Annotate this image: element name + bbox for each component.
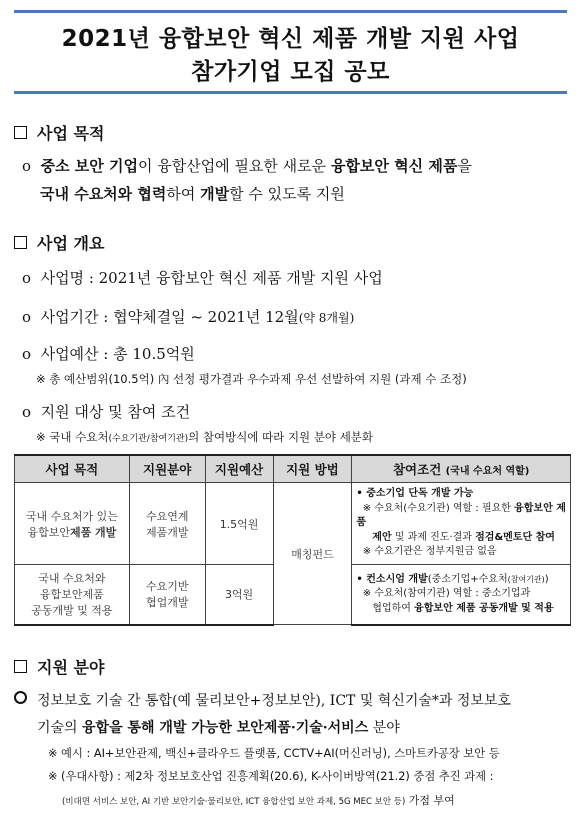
page-title: 2021년 융합보안 혁신 제품 개발 지원 사업 <box>61 26 520 52</box>
table-cell-budget: 1.5억원 <box>205 483 273 565</box>
page-subtitle: 참가기업 모집 공모 <box>191 59 390 85</box>
table-header: 사업 목적 <box>15 455 130 483</box>
table-header: 지원예산 <box>205 455 273 483</box>
table-cell-field: 수요기반 협업개발 <box>129 565 205 625</box>
bullet-o-icon: o <box>22 345 32 363</box>
field-line-2: 기술의 융합을 통해 개발 가능한 보안제품·기술·서비스 분야 <box>37 720 400 736</box>
budget-note: ※ 총 예산범위(10.5억) 內 선정 평가결과 우수과제 우선 선발하여 지원 (과제 수 조정) <box>36 372 467 386</box>
support-table <box>14 454 571 626</box>
overview-budget: o 사업예산 : 총 10.5억원 <box>22 345 195 363</box>
table-header: 지원 방법 <box>273 455 352 483</box>
bullet-o-icon: o <box>22 157 32 175</box>
field-line-1: 정보보호 기술 간 통합(예 물리보안+정보보안), ICT 및 혁신기술*과 정보보호 <box>14 690 511 710</box>
table-cell-field: 수요연계 제품개발 <box>129 483 205 565</box>
checkbox-square-icon <box>14 126 27 139</box>
table-cell-method: 매칭펀드 <box>273 483 352 625</box>
table-cell-condition: • 중소기업 단독 개발 가능 ※ 수요처(수요기관) 역할 : 필요한 융합보안 제품 제안 및 과제 진도·결과 점검&멘토단 참여 ※ 수요기관은 정부지원금 없음 <box>352 483 571 565</box>
bullet-o-icon: o <box>22 269 32 287</box>
purpose-line-2: 국내 수요처와 협력하여 개발할 수 있도록 지원 <box>40 185 345 203</box>
field-note-example: ※ 예시 : AI+보안관제, 백신+클라우드 플랫폼, CCTV+AI(머신러닝), 스마트카공장 보안 등 <box>48 747 500 760</box>
bullet-circle-icon <box>14 691 27 704</box>
table-header-row <box>15 455 571 483</box>
table-cell-purpose: 국내 수요처가 있는 융합보안제품 개발 <box>15 483 130 565</box>
table-cell-purpose: 국내 수요처와 융합보안제품 공동개발 및 적용 <box>15 565 130 625</box>
section-field-heading: 지원 분야 <box>14 655 104 678</box>
bullet-o-icon: o <box>22 403 32 421</box>
field-note-detail: (비대면 서비스 보안, AI 기반 보안기술·물리보안, ICT 융합산업 보안 과제, 5G MEC 보안 등) 가점 부여 <box>62 794 455 807</box>
overview-target: o 지원 대상 및 참여 조건 <box>22 403 191 421</box>
section-overview-heading: 사업 개요 <box>14 231 104 254</box>
table-row <box>15 483 571 565</box>
checkbox-square-icon <box>14 236 27 249</box>
table-cell-budget: 3억원 <box>205 565 273 625</box>
checkbox-square-icon <box>14 660 27 673</box>
overview-period: o 사업기간 : 협약체결일 ~ 2021년 12월(약 8개월) <box>22 308 355 326</box>
field-note-preference: ※ (우대사항) : 제2차 정보보호산업 진흥계획(20.6), K-사이버방역(21.2) 중점 추진 과제 : <box>48 770 494 783</box>
target-note: ※ 국내 수요처(수요기관/참여기관)의 참여방식에 따라 지원 분야 세분화 <box>36 430 374 444</box>
table-cell-condition: • 컨소시엄 개발(중소기업+수요처(참여기관)) ※ 수요처(참여기관) 역할 : 중소기업과 협업하여 융합보안 제품 공동개발 및 적용 <box>352 565 571 625</box>
bullet-o-icon: o <box>22 308 32 326</box>
section-purpose-heading: 사업 목적 <box>14 121 104 144</box>
table-header: 지원분야 <box>129 455 205 483</box>
purpose-line-1: o 중소 보안 기업이 융합산업에 필요한 새로운 융합보안 혁신 제품을 <box>22 157 472 175</box>
overview-name: o 사업명 : 2021년 융합보안 혁신 제품 개발 지원 사업 <box>22 269 383 287</box>
table-header: 참여조건 (국내 수요처 역할) <box>352 455 571 483</box>
